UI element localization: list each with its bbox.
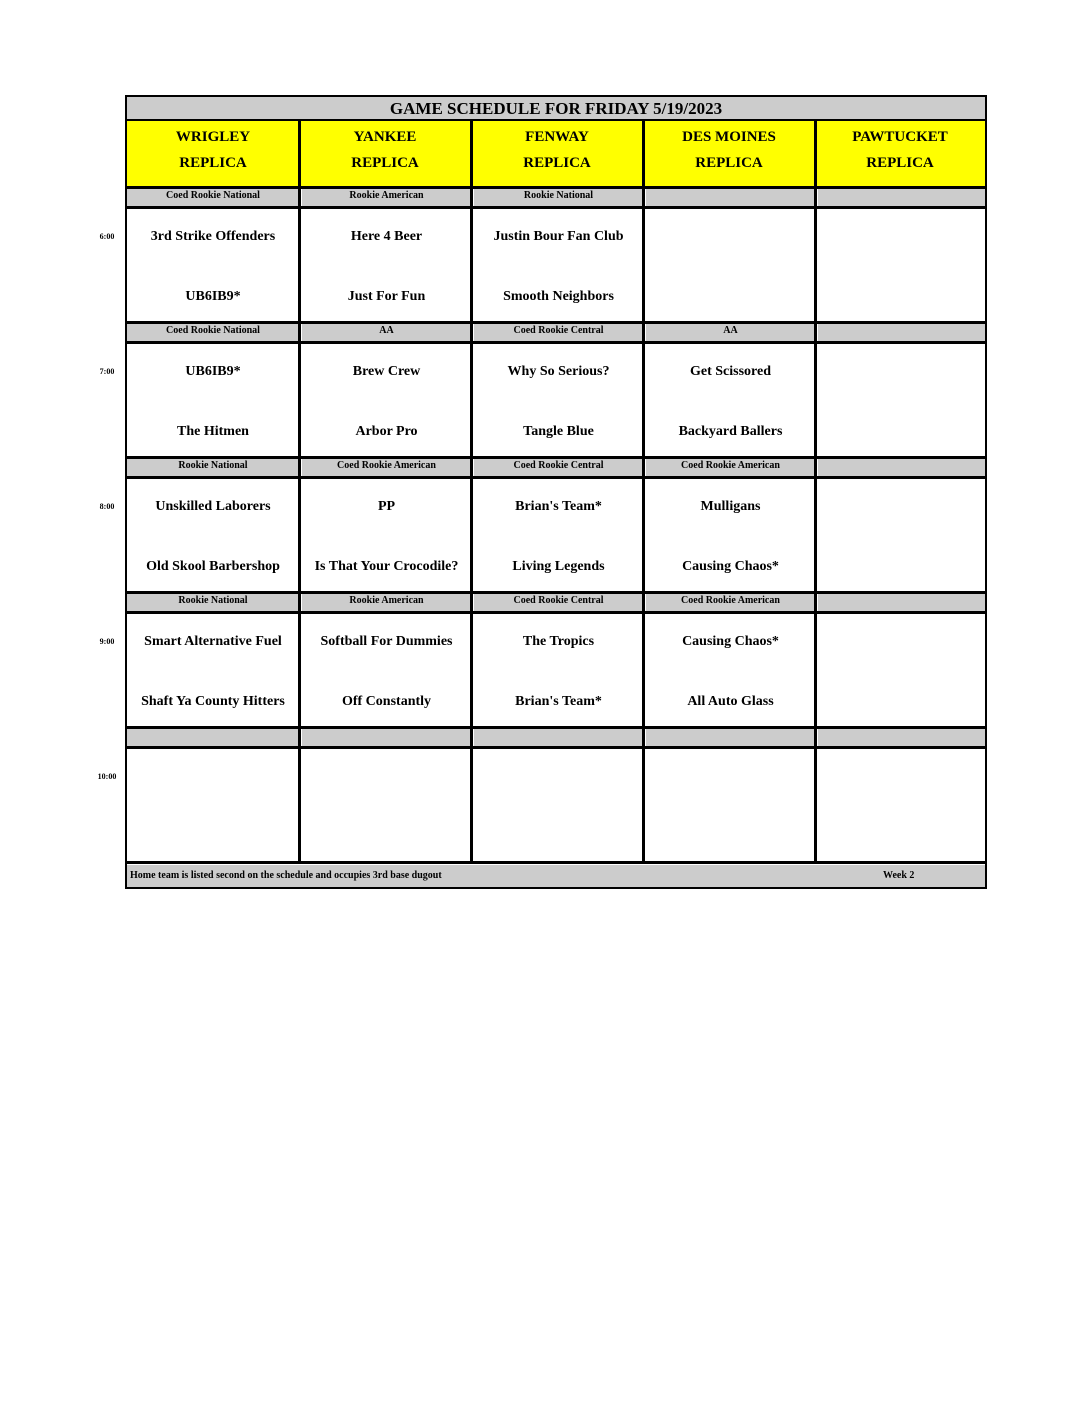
field-type: REPLICA [351, 155, 419, 171]
field-header-1 [127, 121, 299, 186]
division-label [646, 729, 815, 746]
division-label: Rookie National [474, 189, 643, 206]
game-cell [646, 209, 815, 321]
division-label [127, 729, 299, 746]
grid-line [127, 206, 985, 209]
field-type: REPLICA [179, 155, 247, 171]
game-cell [302, 479, 471, 591]
away-team: Brian's Team* [515, 499, 602, 514]
division-label [474, 729, 643, 746]
division-label [302, 729, 471, 746]
division-label: Coed Rookie American [646, 459, 815, 476]
home-team: Old Skool Barbershop [146, 559, 280, 574]
away-team: Get Scissored [689, 364, 771, 379]
time-label: 10:00 [97, 772, 117, 781]
game-cell [127, 209, 299, 321]
game-cell [127, 614, 299, 726]
grid-line [127, 476, 985, 479]
away-team: 3rd Strike Offenders [150, 229, 276, 244]
game-cell [818, 479, 985, 591]
division-label: Coed Rookie Central [474, 324, 643, 341]
home-team: Arbor Pro [355, 424, 418, 439]
field-header-4 [643, 121, 815, 186]
time-label: 9:00 [99, 637, 115, 646]
schedule-title: GAME SCHEDULE FOR FRIDAY 5/19/2023 [127, 97, 985, 121]
division-label: Coed Rookie Central [474, 459, 643, 476]
game-cell [474, 614, 643, 726]
grid-line [814, 121, 817, 861]
field-type: REPLICA [695, 155, 763, 171]
game-cell [818, 344, 985, 456]
week-label: Week 2 [883, 870, 915, 881]
away-team: Here 4 Beer [350, 229, 423, 244]
game-cell [302, 749, 471, 861]
away-team: Causing Chaos* [682, 634, 779, 649]
away-team: Mulligans [700, 499, 761, 514]
game-cell [818, 209, 985, 321]
division-label [646, 189, 815, 206]
division-label: Coed Rookie American [302, 459, 471, 476]
home-team: Tangle Blue [523, 424, 594, 439]
division-label [818, 189, 985, 206]
field-type: REPLICA [523, 155, 591, 171]
home-team: Off Constantly [341, 694, 432, 709]
home-team: The Hitmen [177, 424, 249, 439]
home-team: Is That Your Crocodile? [314, 559, 459, 574]
away-team: Brew Crew [352, 364, 421, 379]
time-label: 8:00 [99, 502, 115, 511]
division-label: Rookie American [302, 594, 471, 611]
field-header-2 [299, 121, 471, 186]
home-team: UB6IB9* [185, 289, 241, 304]
away-team: Smart Alternative Fuel [144, 634, 282, 649]
grid-line [127, 861, 985, 864]
game-cell [302, 344, 471, 456]
game-cell [127, 344, 299, 456]
home-team: Shaft Ya County Hitters [141, 694, 285, 709]
game-cell [646, 479, 815, 591]
grid-line [127, 746, 985, 749]
game-cell [474, 344, 643, 456]
division-label [818, 729, 985, 746]
home-team: All Auto Glass [687, 694, 774, 709]
game-cell [474, 479, 643, 591]
game-cell [818, 749, 985, 861]
division-label: Coed Rookie Central [474, 594, 643, 611]
field-name: DES MOINES [682, 129, 776, 145]
division-label: AA [302, 324, 471, 341]
field-name: WRIGLEY [175, 129, 251, 145]
game-cell [818, 614, 985, 726]
schedule-sheet [125, 95, 987, 889]
grid-line [470, 121, 473, 861]
away-team: Unskilled Laborers [155, 499, 271, 514]
game-cell [302, 614, 471, 726]
home-team: Living Legends [512, 559, 605, 574]
home-team: Brian's Team* [515, 694, 602, 709]
field-name: PAWTUCKET [852, 129, 948, 145]
field-type: REPLICA [866, 155, 934, 171]
away-team: PP [377, 499, 396, 514]
away-team: UB6IB9* [185, 364, 241, 379]
schedule-footer [127, 865, 985, 887]
game-cell [646, 614, 815, 726]
field-header-5 [815, 121, 985, 186]
division-label [818, 459, 985, 476]
field-header-row [127, 121, 985, 186]
away-team: Softball For Dummies [320, 634, 453, 649]
division-label: AA [646, 324, 815, 341]
division-label [818, 594, 985, 611]
home-team: Causing Chaos* [682, 559, 779, 574]
away-team: The Tropics [522, 634, 595, 649]
home-team: Just For Fun [347, 289, 426, 304]
game-cell [127, 479, 299, 591]
game-cell [474, 209, 643, 321]
away-team: Justin Bour Fan Club [493, 229, 624, 244]
division-label: Rookie National [127, 459, 299, 476]
field-name: YANKEE [353, 129, 417, 145]
time-label: 7:00 [99, 367, 115, 376]
home-team-note: Home team is listed second on the schedule and occupies 3rd base dugout [130, 870, 442, 881]
time-label: 6:00 [99, 232, 115, 241]
field-header-3 [471, 121, 643, 186]
home-team: Backyard Ballers [678, 424, 783, 439]
grid-line [127, 341, 985, 344]
grid-line [298, 121, 301, 861]
game-cell [127, 749, 299, 861]
game-cell [474, 749, 643, 861]
home-team: Smooth Neighbors [503, 289, 614, 304]
game-cell [302, 209, 471, 321]
division-label: Rookie National [127, 594, 299, 611]
division-label: Coed Rookie National [127, 189, 299, 206]
division-label: Coed Rookie National [127, 324, 299, 341]
away-team: Why So Serious? [507, 364, 610, 379]
division-label [818, 324, 985, 341]
game-cell [646, 344, 815, 456]
division-label: Coed Rookie American [646, 594, 815, 611]
division-label: Rookie American [302, 189, 471, 206]
game-cell [646, 749, 815, 861]
grid-line [642, 121, 645, 861]
field-name: FENWAY [525, 129, 589, 145]
grid-line [127, 611, 985, 614]
